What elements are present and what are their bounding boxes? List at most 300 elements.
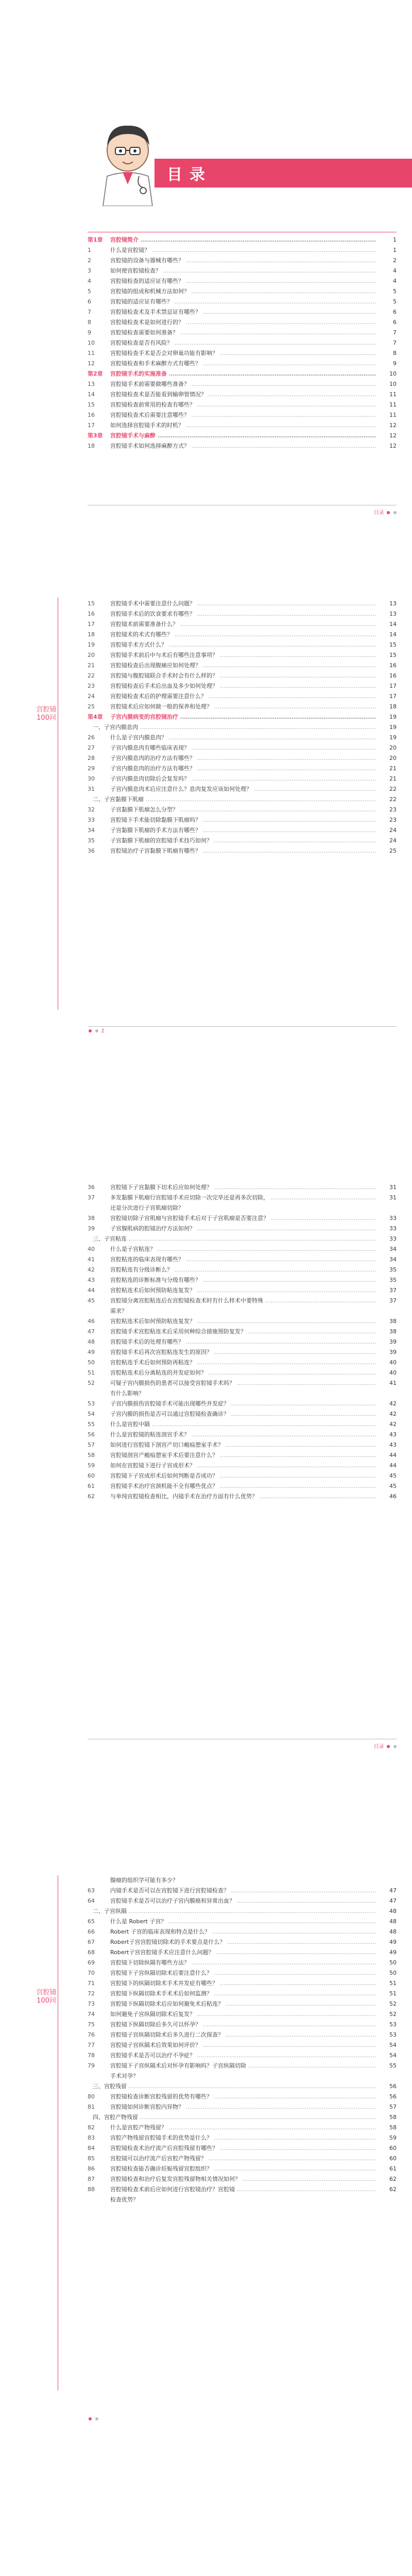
toc-entry-page: 33: [379, 1224, 397, 1234]
toc-entry-row[interactable]: [88, 702, 397, 712]
toc-entry-row[interactable]: [88, 420, 397, 431]
toc-entry-text: 可疑子宫内膜损伤的患者可以接受宫腔镜手术吗？ ………………………………………………………………………………………………………………………………………………………………………………: [110, 1378, 376, 1388]
toc-entry-text: 子宫内膜损伤宫腔镜手术可能出现哪些并发症？ ………………………………………………………………………………………………………………………………………………………………………………: [110, 1399, 376, 1409]
toc-entry-row[interactable]: [88, 599, 397, 609]
toc-entry-row[interactable]: [88, 846, 397, 856]
toc-entry-row[interactable]: [88, 836, 397, 846]
toc-entry-page: 45: [379, 1481, 397, 1492]
toc-entry-row[interactable]: [88, 1244, 397, 1255]
toc-entry-text: 宫腔镜检查需要如何准备？ ………………………………………………………………………………………………………………………………………………………………………………: [110, 328, 376, 338]
toc-entry-text: 如何进行宫腔镜下剖宫产切口瘢痕憩室手术？ ………………………………………………………………………………………………………………………………………………………………………………: [110, 1440, 376, 1450]
toc-entry-number: 67: [88, 1939, 95, 1945]
toc-entry-text: 宫腔镜的设备与器械有哪些？ ………………………………………………………………………………………………………………………………………………………………………………: [110, 256, 376, 266]
toc-entry-row[interactable]: [88, 410, 397, 420]
toc-entry-row[interactable]: [88, 441, 397, 451]
toc-entry-text: 宫腔粘连术后如何预防粘连复发？ ………………………………………………………………………………………………………………………………………………………………………………: [110, 1285, 376, 1296]
toc-entry-row[interactable]: [88, 691, 397, 702]
toc-entry-row[interactable]: [88, 1461, 397, 1471]
toc-entry-text: 宫腔镜手术后再次宫腔粘连发生的原因？ ………………………………………………………………………………………………………………………………………………………………………………: [110, 1347, 376, 1358]
toc-entry-row[interactable]: [88, 1450, 397, 1461]
toc-section-row[interactable]: [88, 2112, 397, 2123]
toc-entry-page: 60: [379, 2143, 397, 2154]
toc-entry-page: 31: [379, 1193, 397, 1203]
page-3: [0, 1141, 412, 1759]
toc-entry-text: 宫腔镜手术后的饮食要求有哪些？ ………………………………………………………………………………………………………………………………………………………………………………: [110, 609, 376, 619]
toc-entry-page: 5: [379, 286, 397, 297]
toc-entry-page: 62: [379, 2184, 397, 2195]
toc-entry-page: 7: [379, 328, 397, 338]
toc-entry-number: 32: [88, 806, 95, 813]
toc-entry-page: 53: [379, 2020, 397, 2030]
toc-entry-number: 47: [88, 1328, 95, 1335]
page-5: [0, 2566, 412, 2576]
toc-entry-row[interactable]: [88, 1182, 397, 1193]
toc-entry-number: 39: [88, 1225, 95, 1232]
toc-entry-row[interactable]: [88, 609, 397, 619]
toc-entry-text: 子宫内膜息肉术后应注意什么？息肉复发应该如何处理？ ………………………………………………………………………………………………………………………………………………………………………………: [110, 784, 376, 794]
toc-entry-row[interactable]: [88, 1958, 397, 1968]
toc-entry-number: 第2章: [88, 370, 103, 377]
toc-entry-page: 11: [379, 389, 397, 400]
toc-entry-row[interactable]: [88, 348, 397, 359]
toc-entry-text: 子宫内膜息肉的治疗方法有哪些？ ………………………………………………………………………………………………………………………………………………………………………………: [110, 753, 376, 764]
toc-entry-page: 4: [379, 266, 397, 276]
toc-entry-number: 17: [88, 422, 95, 429]
toc-entry-number: 59: [88, 1462, 95, 1469]
toc-entry-page: 33: [379, 1213, 397, 1224]
toc-entry-text: 宫腔镜手术后的处理有哪些？ ………………………………………………………………………………………………………………………………………………………………………………: [110, 1337, 376, 1347]
toc-entry-number: 49: [88, 1349, 95, 1355]
toc-entry-page: 10: [379, 369, 397, 379]
page-1: [0, 0, 412, 515]
toc-entry-page: 48: [379, 1927, 397, 1937]
toc-entry-row[interactable]: [88, 2061, 397, 2071]
toc-entry-number: 44: [88, 1287, 95, 1294]
toc-entry-number: 27: [88, 744, 95, 751]
toc-entry-text: 宫腔粘连的诊断标准与分级有哪些？ ………………………………………………………………………………………………………………………………………………………………………………: [110, 1275, 376, 1285]
toc-entry-text: 宫腔镜下的纵隔切除术手术并发症有哪些？ ………………………………………………………………………………………………………………………………………………………………………………: [110, 1978, 376, 1989]
toc-entry-text: 如何在宫腔镜下进行子宫成形术？ ………………………………………………………………………………………………………………………………………………………………………………: [110, 1461, 376, 1471]
toc-entry-number: 31: [88, 786, 95, 792]
toc-entry-row[interactable]: [88, 1316, 397, 1327]
toc-entry-page: 49: [379, 1937, 397, 1947]
toc-entry-text: 宫腔粘连术后如何预防粘连复发？ ………………………………………………………………………………………………………………………………………………………………………………: [110, 1316, 376, 1327]
toc-section-row[interactable]: [88, 1906, 397, 1917]
toc-entry-text: 宫腔镜手术的实施准备 ………………………………………………………………………………………………………………………………………………………………………………: [110, 369, 376, 379]
toc-entry-number: 15: [88, 600, 95, 607]
toc-entry-number: 8: [88, 319, 91, 326]
toc-entry-row[interactable]: [88, 2154, 397, 2164]
toc-entry-row[interactable]: [88, 1224, 397, 1234]
toc-entry-page: 18: [379, 702, 397, 712]
toc-entry-page: 12: [379, 420, 397, 431]
toc-entry-row[interactable]: [88, 1937, 397, 1947]
toc-entry-row[interactable]: [88, 825, 397, 836]
toc-entry-row[interactable]: [88, 2050, 397, 2061]
dot-icon: [387, 1745, 390, 1748]
toc-entry-text: 宫腔镜检查后手术后出血及多少如何处理？ ………………………………………………………………………………………………………………………………………………………………………………: [110, 681, 376, 691]
toc-entry-row[interactable]: [88, 2143, 397, 2154]
toc-entry-number: 17: [88, 621, 95, 628]
toc-list: [88, 1182, 397, 1502]
toc-entry-text: 四、宫腔产物残留 ………………………………………………………………………………………………………………………………………………………………………………: [93, 2112, 376, 2123]
toc-entry-row[interactable]: [88, 764, 397, 774]
toc-entry-row[interactable]: [88, 681, 397, 691]
toc-entry-number: 37: [88, 1194, 95, 1201]
toc-entry-page: 19: [379, 712, 397, 722]
toc-entry-page: 11: [379, 400, 397, 410]
toc-entry-page: 22: [379, 784, 397, 794]
toc-entry-number: 81: [88, 2104, 95, 2110]
toc-entry-page: 55: [379, 2061, 397, 2071]
toc-entry-page: 61: [379, 2164, 397, 2174]
toc-entry-number: 第4章: [88, 714, 103, 720]
toc-entry-text: 宫腔镜检查术后需要注意哪些？ ………………………………………………………………………………………………………………………………………………………………………………: [110, 410, 376, 420]
page-footer: [374, 1742, 398, 1750]
toc-entry-row[interactable]: [88, 815, 397, 825]
toc-entry-page: 57: [379, 2102, 397, 2112]
toc-entry-text: 宫腔镜下纵隔切除术手术术后如何监测？ ………………………………………………………………………………………………………………………………………………………………………………: [110, 1989, 376, 1999]
dot-icon: [95, 1029, 98, 1032]
toc-entry-row[interactable]: [88, 2009, 397, 2020]
toc-entry-row[interactable]: [88, 297, 397, 307]
toc-entry-row[interactable]: [88, 630, 397, 640]
toc-entry-number: 50: [88, 1359, 95, 1366]
toc-entry-number: 74: [88, 2011, 95, 2018]
toc-entry-number: 62: [88, 1493, 95, 1500]
toc-entry-row[interactable]: [88, 266, 397, 276]
toc-entry-page: 47: [379, 1896, 397, 1906]
toc-entry-row[interactable]: [88, 1886, 397, 1896]
toc-entry-row[interactable]: [88, 2071, 397, 2081]
toc-entry-text: 宫腔镜检查能否确诊妊娠残留宫腔组织？ ………………………………………………………………………………………………………………………………………………………………………………: [110, 2164, 376, 2174]
toc-entry-page: 24: [379, 825, 397, 836]
toc-entry-row[interactable]: [88, 1419, 397, 1430]
toc-entry-row[interactable]: [88, 379, 397, 389]
page-title: 目录: [167, 166, 212, 184]
toc-entry-text: 宫腔镜术前需要准备什么？ ………………………………………………………………………………………………………………………………………………………………………………: [110, 619, 376, 630]
toc-entry-page: 49: [379, 1947, 397, 1958]
toc-entry-row[interactable]: [88, 1917, 397, 1927]
toc-entry-text: 子宫黏膜下肌瘤怎么分型？ ………………………………………………………………………………………………………………………………………………………………………………: [110, 805, 376, 815]
toc-chapter-row[interactable]: [88, 369, 397, 379]
toc-entry-page: 19: [379, 733, 397, 743]
toc-entry-row[interactable]: [88, 2164, 397, 2174]
toc-entry-row[interactable]: [88, 1306, 397, 1316]
toc-entry-page: 35: [379, 1265, 397, 1275]
toc-entry-row[interactable]: [88, 2174, 397, 2184]
toc-entry-page: 40: [379, 1368, 397, 1378]
toc-entry-page: 40: [379, 1358, 397, 1368]
toc-entry-text: 宫腔镜手术前需要做哪些准备？ ………………………………………………………………………………………………………………………………………………………………………………: [110, 379, 376, 389]
toc-entry-text: 宫腔镜的组成和机械方法如何？ ………………………………………………………………………………………………………………………………………………………………………………: [110, 286, 376, 297]
toc-entry-number: 36: [88, 848, 95, 854]
toc-entry-page: 6: [379, 317, 397, 328]
toc-entry-page: 53: [379, 2030, 397, 2040]
toc-entry-row[interactable]: [88, 753, 397, 764]
toc-entry-text: 与单纯宫腔镜检查相比，内镜手术在治疗方面有什么优势？ ………………………………………………………………………………………………………………………………………………………………………………: [110, 1492, 376, 1502]
toc-entry-row[interactable]: [88, 286, 397, 297]
toc-entry-number: 26: [88, 734, 95, 741]
toc-entry-row[interactable]: [88, 1927, 397, 1937]
toc-entry-page: 38: [379, 1316, 397, 1327]
toc-entry-text: 子宫内膜病变的宫腔镜治疗 ………………………………………………………………………………………………………………………………………………………………………………: [110, 712, 376, 722]
toc-entry-row[interactable]: [88, 2020, 397, 2030]
toc-entry-row[interactable]: [88, 650, 397, 660]
toc-entry-row[interactable]: [88, 1296, 397, 1306]
page-4: [0, 1844, 412, 2514]
toc-entry-number: 71: [88, 1980, 95, 1987]
toc-entry-text: 还是分次进行子宫肌瘤切除？: [110, 1205, 184, 1211]
toc-entry-row[interactable]: [88, 1875, 397, 1886]
toc-entry-row[interactable]: [88, 1968, 397, 1978]
toc-entry-row[interactable]: [88, 1492, 397, 1502]
toc-entry-page: 24: [379, 836, 397, 846]
toc-entry-page: 12: [379, 441, 397, 451]
toc-entry-text: 宫腔镜简介 ………………………………………………………………………………………………………………………………………………………………………………: [110, 235, 376, 245]
toc-entry-number: 3: [88, 267, 91, 274]
toc-entry-text: 宫腔粘连的临床表现有哪些？ ………………………………………………………………………………………………………………………………………………………………………………: [110, 1255, 376, 1265]
toc-entry-row[interactable]: [88, 256, 397, 266]
toc-entry-row[interactable]: [88, 276, 397, 286]
toc-entry-text: 子宫黏膜下肌瘤的宫腔镜手术技巧如何？ ………………………………………………………………………………………………………………………………………………………………………………: [110, 836, 376, 846]
toc-entry-number: 75: [88, 2021, 95, 2028]
toc-entry-row[interactable]: [88, 1265, 397, 1275]
toc-entry-row[interactable]: [88, 743, 397, 753]
toc-entry-number: 43: [88, 1277, 95, 1283]
toc-entry-page: 48: [379, 1906, 397, 1917]
toc-entry-page: 39: [379, 1337, 397, 1347]
dot-icon: [393, 1745, 397, 1748]
toc-chapter-row[interactable]: [88, 235, 397, 245]
toc-entry-text: 宫腔镜术后应如何做一般的保养和处理？ ………………………………………………………………………………………………………………………………………………………………………………: [110, 702, 376, 712]
toc-section-row[interactable]: [88, 1234, 397, 1244]
toc-entry-page: 33: [379, 1234, 397, 1244]
toc-entry-page: 58: [379, 2112, 397, 2123]
toc-entry-page: 8: [379, 348, 397, 359]
toc-entry-row[interactable]: [88, 338, 397, 348]
toc-entry-page: 13: [379, 599, 397, 609]
toc-entry-number: 63: [88, 1887, 95, 1894]
toc-entry-row[interactable]: [88, 1347, 397, 1358]
toc-entry-row[interactable]: [88, 1378, 397, 1388]
toc-entry-text: 如何避免子宫纵隔切除术后复发？ ………………………………………………………………………………………………………………………………………………………………………………: [110, 2009, 376, 2020]
toc-entry-text: 什么是宫腔产物残留？ ………………………………………………………………………………………………………………………………………………………………………………: [110, 2123, 376, 2133]
divider: [88, 1026, 397, 1027]
toc-entry-page: 14: [379, 630, 397, 640]
toc-entry-text: 宫腔镜手术与麻醉 ………………………………………………………………………………………………………………………………………………………………………………: [110, 431, 376, 441]
toc-entry-number: 45: [88, 1297, 95, 1304]
toc-entry-number: 57: [88, 1442, 95, 1448]
toc-entry-number: 42: [88, 1266, 95, 1273]
toc-entry-page: 37: [379, 1285, 397, 1296]
dot-icon: [89, 1029, 92, 1032]
toc-entry-row[interactable]: [88, 1471, 397, 1481]
toc-entry-page: 41: [379, 1378, 397, 1388]
toc-entry-row[interactable]: [88, 671, 397, 681]
toc-chapter-row[interactable]: [88, 431, 397, 441]
toc-entry-row[interactable]: [88, 328, 397, 338]
toc-entry-row[interactable]: [88, 1368, 397, 1378]
toc-entry-number: 68: [88, 1949, 95, 1956]
toc-entry-text: 宫腔粘连手术后如何预防再粘连？ ………………………………………………………………………………………………………………………………………………………………………………: [110, 1358, 376, 1368]
toc-entry-row[interactable]: [88, 1358, 397, 1368]
toc-entry-number: 7: [88, 309, 91, 315]
toc-entry-number: 86: [88, 2165, 95, 2172]
toc-entry-page: 23: [379, 815, 397, 825]
toc-entry-page: 15: [379, 650, 397, 660]
toc-entry-number: 64: [88, 1897, 95, 1904]
toc-entry-row[interactable]: [88, 359, 397, 369]
toc-section-row[interactable]: [88, 2081, 397, 2092]
toc-entry-row[interactable]: [88, 307, 397, 317]
toc-entry-row[interactable]: [88, 1430, 397, 1440]
toc-entry-text: 子宫腺肌病的腔镜治疗方法如何？ ………………………………………………………………………………………………………………………………………………………………………………: [110, 1224, 376, 1234]
toc-entry-text: 宫腔镜检查手术是否会对卵巢功能有影响？ ………………………………………………………………………………………………………………………………………………………………………………: [110, 348, 376, 359]
page-footer: [88, 2416, 99, 2422]
toc-entry-page: 31: [379, 1182, 397, 1193]
toc-entry-row[interactable]: [88, 1327, 397, 1337]
toc-entry-row[interactable]: [88, 1481, 397, 1492]
toc-entry-row[interactable]: [88, 2184, 397, 2195]
toc-entry-row[interactable]: [88, 1399, 397, 1409]
toc-entry-number: 61: [88, 1483, 95, 1489]
toc-entry-number: 18: [88, 443, 95, 449]
footer-page-number: 2: [101, 1028, 105, 1034]
toc-entry-number: 82: [88, 2124, 95, 2131]
toc-entry-text: 宫腔镜检查和治疗后复发宫腔残留物相关情况如何？ ………………………………………………………………………………………………………………………………………………………………………………: [110, 2174, 376, 2184]
toc-entry-text: 二、子宫黏膜下肌瘤 ………………………………………………………………………………………………………………………………………………………………………………: [93, 794, 376, 805]
toc-entry-page: 62: [379, 2174, 397, 2184]
toc-entry-row[interactable]: [88, 1275, 397, 1285]
toc-entry-row[interactable]: [88, 1213, 397, 1224]
toc-entry-row[interactable]: [88, 1409, 397, 1419]
toc-entry-page: 22: [379, 794, 397, 805]
toc-section-row[interactable]: [88, 794, 397, 805]
toc-entry-text: 宫腔镜下切除纵隔有哪些方法？ ………………………………………………………………………………………………………………………………………………………………………………: [110, 1958, 376, 1968]
toc-entry-page: 47: [379, 1886, 397, 1896]
toc-entry-row[interactable]: [88, 1388, 397, 1399]
toc-entry-text: 宫腔镜剖宫产瘢痕憩室手术后要注意什么？ ………………………………………………………………………………………………………………………………………………………………………………: [110, 1450, 376, 1461]
toc-entry-page: 5: [379, 297, 397, 307]
toc-entry-text: 宫腔镜子宫纵隔术后效果如何评价？ ………………………………………………………………………………………………………………………………………………………………………………: [110, 2040, 376, 2050]
toc-entry-row[interactable]: [88, 1285, 397, 1296]
toc-entry-page: 10: [379, 379, 397, 389]
toc-entry-page: 43: [379, 1430, 397, 1440]
toc-entry-page: 1: [379, 245, 397, 256]
toc-entry-page: 54: [379, 2050, 397, 2061]
toc-entry-page: 51: [379, 1989, 397, 1999]
toc-entry-row[interactable]: [88, 640, 397, 650]
toc-entry-row[interactable]: [88, 2040, 397, 2050]
toc-entry-number: 52: [88, 1380, 95, 1386]
toc-entry-text: 宫腔镜下子宫纵隔切除术后要注意什么？ ………………………………………………………………………………………………………………………………………………………………………………: [110, 1968, 376, 1978]
toc-entry-row[interactable]: [88, 2195, 397, 2205]
toc-entry-page: 6: [379, 307, 397, 317]
toc-entry-text: 宫腔镜的适应证有哪些？ ………………………………………………………………………………………………………………………………………………………………………………: [110, 297, 376, 307]
toc-entry-page: 39: [379, 1347, 397, 1358]
toc-entry-number: 76: [88, 2031, 95, 2038]
toc-entry-row[interactable]: [88, 245, 397, 256]
toc-entry-row[interactable]: [88, 400, 397, 410]
toc-entry-page: 52: [379, 1999, 397, 2009]
toc-entry-row[interactable]: [88, 1978, 397, 1989]
toc-entry-text: Robert子宫宫腔镜手术应注意什么问题？ ………………………………………………………………………………………………………………………………………………………………………………: [110, 1947, 376, 1958]
toc-entry-row[interactable]: [88, 2102, 397, 2112]
toc-entry-row[interactable]: [88, 1193, 397, 1203]
page-2: [0, 556, 412, 1046]
toc-entry-number: 18: [88, 631, 95, 638]
toc-entry-row[interactable]: [88, 619, 397, 630]
toc-entry-row[interactable]: [88, 2123, 397, 2133]
toc-entry-row[interactable]: [88, 1896, 397, 1906]
toc-entry-text: 宫腔镜分离宫腔粘连后在宫腔镜检查术时有什么样术中要特殊 ………………………………………………………………………………………………………………………………………………………………………………: [110, 1296, 376, 1306]
toc-entry-text: 宫腔镜检查的适应证有哪些？ ………………………………………………………………………………………………………………………………………………………………………………: [110, 276, 376, 286]
toc-entry-text: 宫腔镜治疗子宫黏膜下肌瘤有哪些？ ………………………………………………………………………………………………………………………………………………………………………………: [110, 846, 376, 856]
toc-entry-row[interactable]: [88, 1947, 397, 1958]
toc-entry-row[interactable]: [88, 317, 397, 328]
toc-list: [88, 1875, 397, 2205]
toc-entry-row[interactable]: [88, 1255, 397, 1265]
toc-entry-row[interactable]: [88, 660, 397, 671]
toc-chapter-row[interactable]: [88, 712, 397, 722]
toc-entry-text: 宫腔镜下子宫成形术后如何判断是否成功？ ………………………………………………………………………………………………………………………………………………………………………………: [110, 1471, 376, 1481]
toc-entry-page: 52: [379, 2009, 397, 2020]
toc-entry-number: 66: [88, 1928, 95, 1935]
toc-entry-number: 34: [88, 827, 95, 834]
toc-entry-row[interactable]: [88, 1337, 397, 1347]
toc-entry-number: 16: [88, 611, 95, 617]
toc-entry-page: 15: [379, 640, 397, 650]
toc-entry-page: 2: [379, 256, 397, 266]
toc-entry-row[interactable]: [88, 1999, 397, 2009]
toc-entry-row[interactable]: [88, 784, 397, 794]
toc-entry-page: 51: [379, 1978, 397, 1989]
toc-entry-number: 79: [88, 2062, 95, 2069]
toc-entry-number: 21: [88, 662, 95, 669]
toc-entry-number: 55: [88, 1421, 95, 1428]
toc-entry-text: 宫腔粘连术后分离粘连的并发症如何？ ………………………………………………………………………………………………………………………………………………………………………………: [110, 1368, 376, 1378]
toc-entry-text: 宫腔镜手术方式什么？ ………………………………………………………………………………………………………………………………………………………………………………: [110, 640, 376, 650]
toc-section-row[interactable]: [88, 722, 397, 733]
toc-entry-row[interactable]: [88, 2030, 397, 2040]
toc-entry-row[interactable]: [88, 805, 397, 815]
toc-entry-text: 子宫内膜的损伤是否可以通过宫腔镜检查确诊？ ………………………………………………………………………………………………………………………………………………………………………………: [110, 1409, 376, 1419]
toc-entry-page: 56: [379, 2092, 397, 2102]
toc-entry-number: 22: [88, 672, 95, 679]
toc-entry-page: 25: [379, 846, 397, 856]
toc-entry-row[interactable]: [88, 733, 397, 743]
toc-entry-text: 宫腔镜手术前后中与术后有哪些注意事项？ ………………………………………………………………………………………………………………………………………………………………………………: [110, 650, 376, 660]
toc-entry-page: 21: [379, 764, 397, 774]
toc-entry-page: 19: [379, 722, 397, 733]
sidebar-label: 宫腔镜100问: [36, 1989, 57, 2005]
toc-entry-page: 56: [379, 2081, 397, 2092]
toc-entry-row[interactable]: [88, 1203, 397, 1213]
toc-entry-row[interactable]: [88, 1989, 397, 1999]
toc-entry-row[interactable]: [88, 389, 397, 400]
toc-entry-number: 56: [88, 1431, 95, 1438]
toc-entry-row[interactable]: [88, 2133, 397, 2143]
toc-entry-text: 宫腔镜检查术前后应如何进行宫腔镜治疗？宫腔镜 ………………………………………………………………………………………………………………………………………………………………………………: [110, 2184, 376, 2195]
toc-entry-number: 29: [88, 765, 95, 772]
toc-entry-text: Robert子宫宫腔镜切除术的手术要点是什么？ ………………………………………………………………………………………………………………………………………………………………………………: [110, 1937, 376, 1947]
toc-entry-row[interactable]: [88, 1440, 397, 1450]
toc-entry-number: 87: [88, 2176, 95, 2182]
toc-entry-row[interactable]: [88, 2092, 397, 2102]
toc-entry-page: 17: [379, 691, 397, 702]
toc-entry-row[interactable]: [88, 774, 397, 784]
